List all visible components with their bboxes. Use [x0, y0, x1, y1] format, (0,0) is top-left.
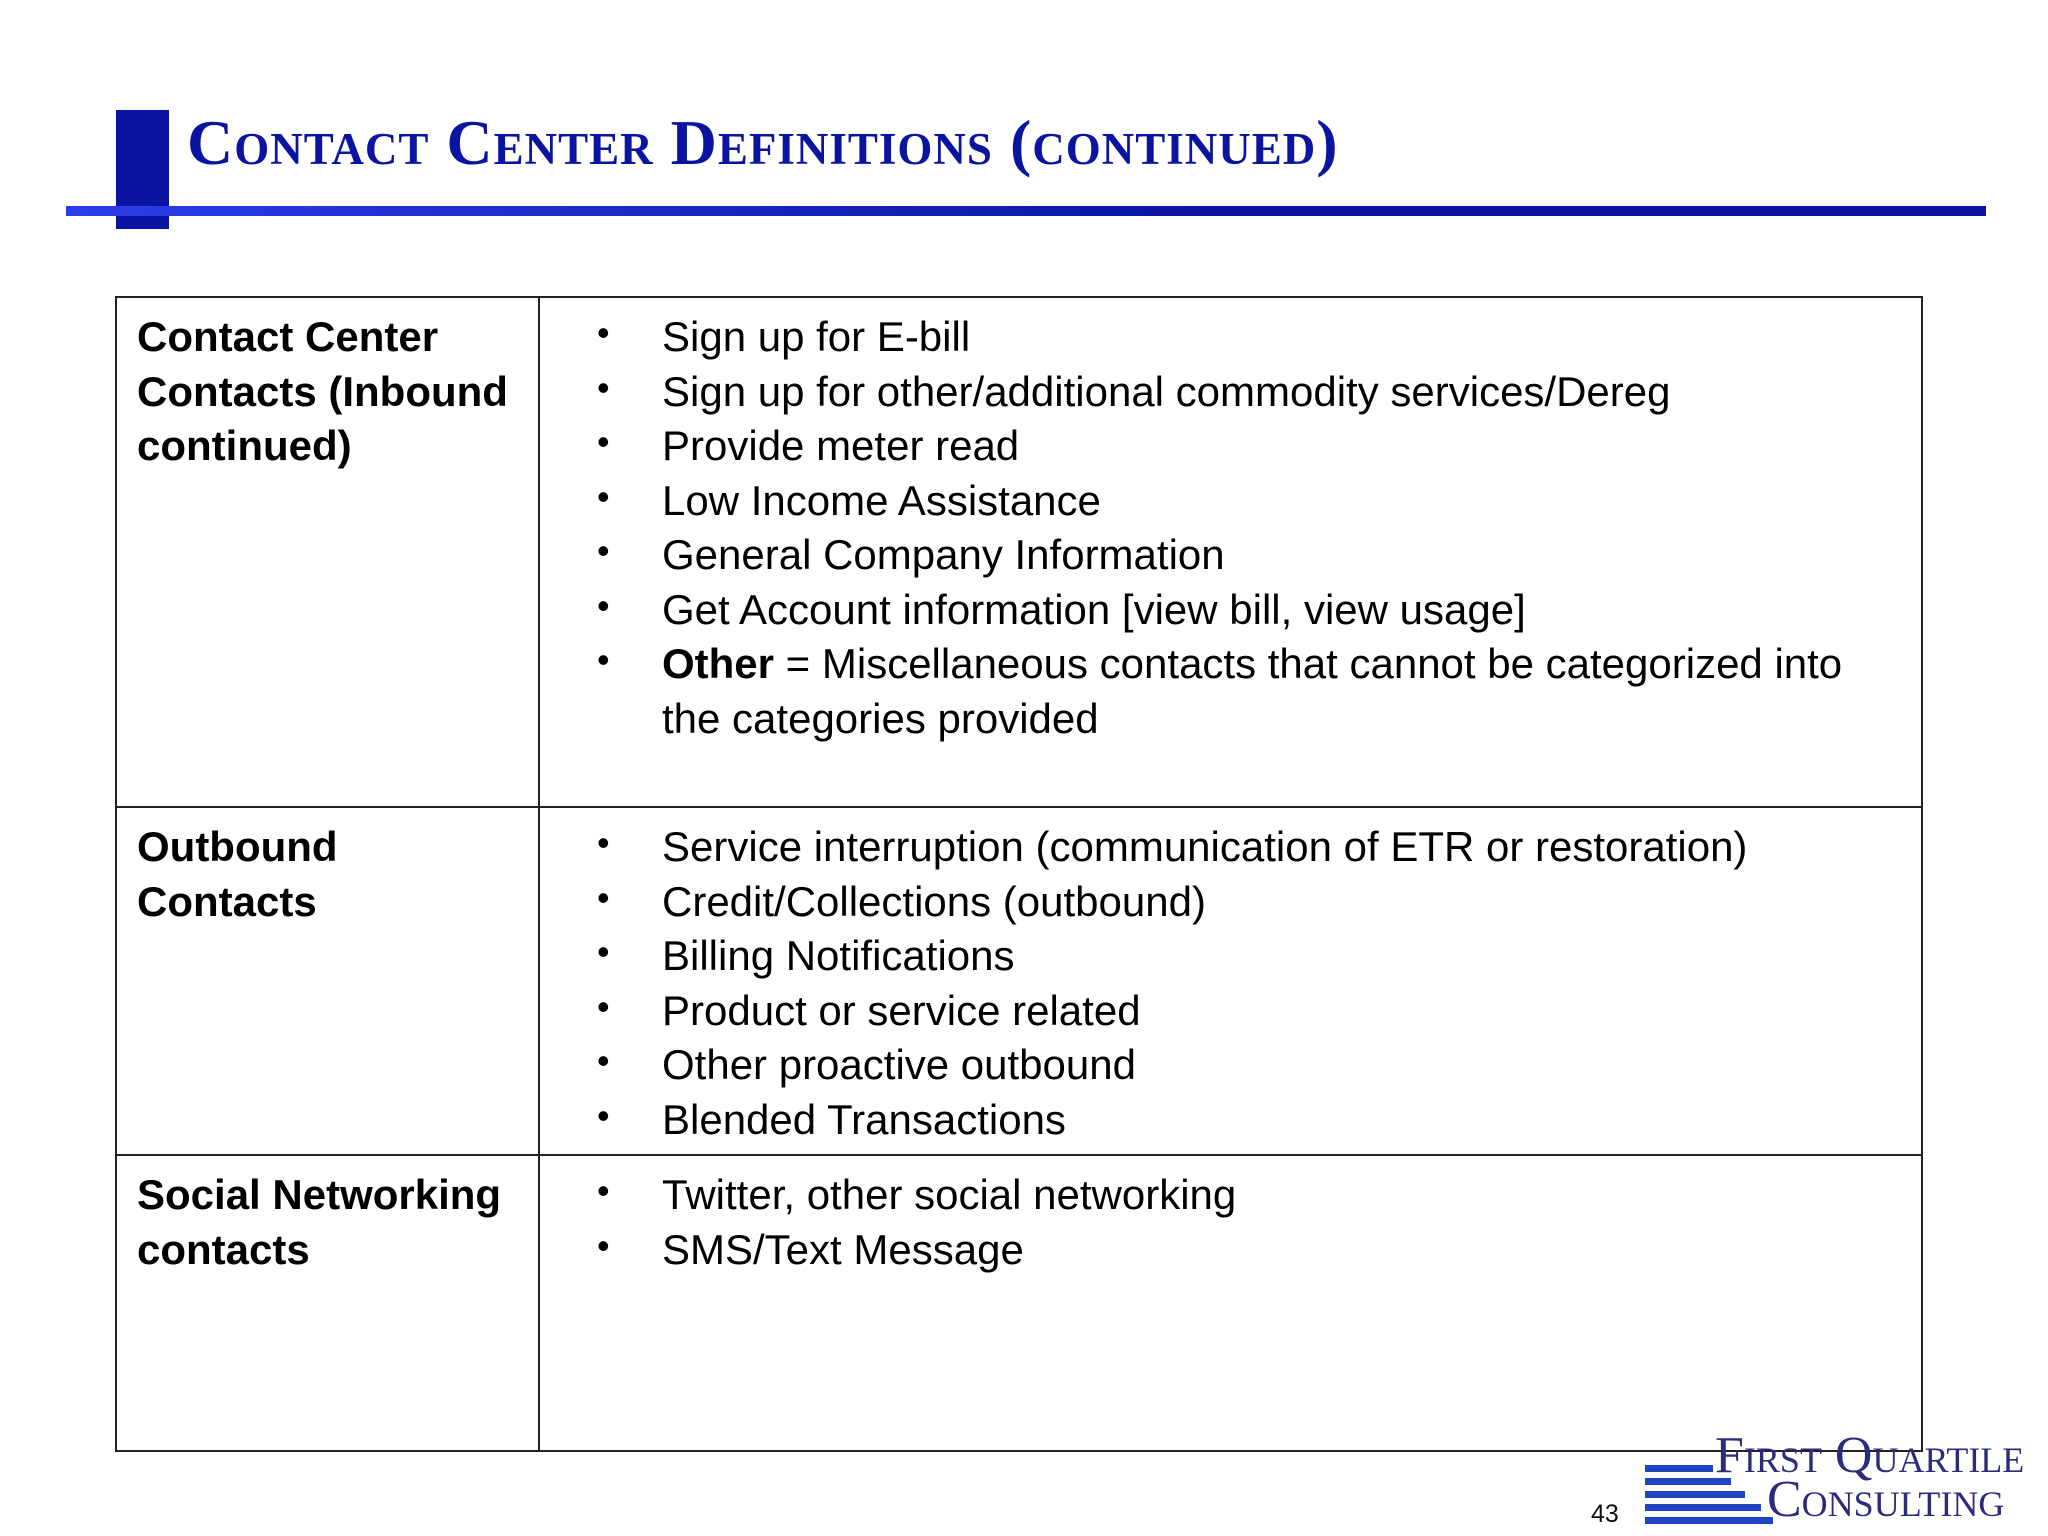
list-item: • Service interruption (communication of ETR or restoration): [540, 820, 1901, 875]
bullet-list: [540, 820, 1901, 1147]
list-item: • Twitter, other social networking: [540, 1168, 1901, 1223]
list-item: • Product or service related: [540, 984, 1901, 1039]
page-number: 43: [1591, 1500, 1619, 1528]
list-item: • Billing Notifications: [540, 929, 1901, 984]
list-item: • Provide meter read: [540, 419, 1901, 474]
table-row: [116, 297, 1922, 807]
list-item: • Credit/Collections (outbound): [540, 875, 1901, 930]
list-item: • Sign up for E-bill: [540, 310, 1901, 365]
definitions-table: [115, 296, 1923, 1452]
title-underline: [66, 206, 1986, 216]
row-label: Outbound Contacts: [116, 807, 539, 1155]
company-logo: [1645, 1427, 2045, 1528]
logo-line-2: Consulting: [1767, 1471, 2005, 1528]
table-row: [116, 807, 1922, 1155]
list-item: • General Company Information: [540, 528, 1901, 583]
logo-bar-3: [1645, 1491, 1745, 1498]
logo-bar-4: [1645, 1504, 1761, 1511]
bullet-list: [540, 310, 1901, 746]
list-item: [540, 637, 1901, 746]
list-item: • Get Account information [view bill, view usage]: [540, 583, 1901, 638]
list-item: • SMS/Text Message: [540, 1223, 1901, 1278]
slide-title: Contact Center Definitions (continued): [187, 107, 1339, 178]
list-item: • Sign up for other/additional commodity services/Dereg: [540, 365, 1901, 420]
bullet-list: [540, 1168, 1901, 1277]
list-item: • Blended Transactions: [540, 1093, 1901, 1148]
logo-bar-5: [1645, 1517, 1773, 1524]
list-item: • Low Income Assistance: [540, 474, 1901, 529]
row-label: Contact Center Contacts (Inbound continued): [116, 297, 539, 807]
logo-bar-1: [1645, 1465, 1713, 1472]
logo-line-1: First Quartile: [1715, 1427, 2025, 1484]
other-definition: = Miscellaneous contacts that cannot be categorized into the categories provided: [662, 640, 1843, 742]
table-row: [116, 1155, 1922, 1451]
list-item: • Other proactive outbound: [540, 1038, 1901, 1093]
row-label: Social Networking contacts: [116, 1155, 539, 1451]
other-term: Other: [662, 640, 775, 687]
